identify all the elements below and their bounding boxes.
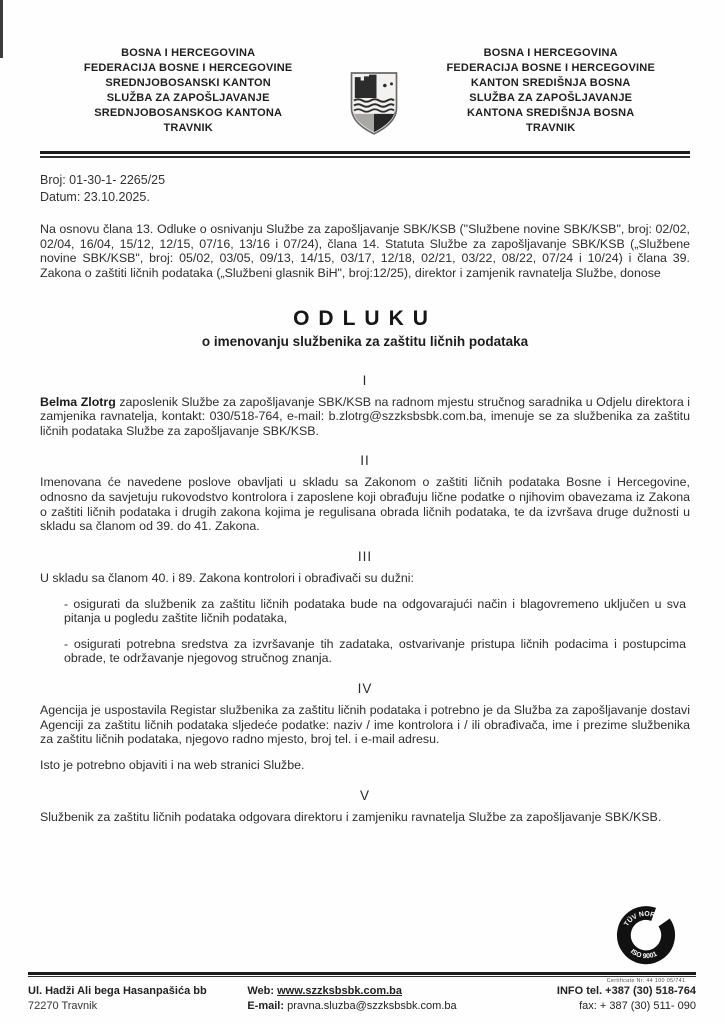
- letterhead-right-line: KANTONA SREDIŠNJA BOSNA: [467, 107, 635, 119]
- letterhead: [40, 46, 690, 138]
- section-4-paragraph: Agencija je uspostavila Registar službenika za zaštitu ličnih podataka i potrebno je da Služba za zapošljavanje dostavi Agenciji za zaštitu ličnih podataka sljedeće podatke: naziv / ime kontrolora i / ili obrađivača, ime i prezime službenika za zaštitu ličnih podataka, njegovo radno mjesto, broj tel. i e-mail adresu.: [40, 703, 690, 747]
- footer-contacts: [247, 984, 486, 1014]
- section-numeral-1: I: [362, 372, 368, 388]
- letterhead-left-line: BOSNA I HERCEGOVINA: [121, 47, 256, 59]
- letterhead-right-line: KANTON SREDIŠNJA BOSNA: [470, 77, 631, 89]
- page-footer: [28, 972, 696, 1024]
- section-numeral-5: V: [359, 787, 370, 803]
- section-4-paragraph-2: Isto je potrebno objaviti i na web stranici Službe.: [40, 757, 305, 772]
- letterhead-left: [40, 46, 336, 136]
- footer-fax: fax: + 387 (30) 511- 090: [579, 1000, 696, 1012]
- stamp-bottom-text: ISO 9001: [628, 948, 659, 961]
- section-3-bullet-2: - osigurati potrebna sredstva za izvršavanje tih zadataka, ostvarivanje pristupa ličnih podacima i postupcima obrade, te održavanje njegovog stručnog znanja.: [64, 636, 686, 666]
- section-1-text: zaposlenik Službe za zapošljavanje SBK/KSB na radnom mjestu stručnog saradnika u Odjelu direktora i zamjenika ravnatelja, kontakt: 030/518-764, e-mail: b.zlotrg@szzksbsbk.com.ba, imenuje se za službenika za zaštitu ličnih podataka Službe za zapošljavanje SBK/KSB.: [40, 394, 690, 438]
- scan-edge-artifact: [0, 0, 3, 58]
- footer-web-label: Web:: [247, 985, 275, 997]
- letterhead-right: [411, 46, 690, 136]
- document-date: Datum: 23.10.2025.: [40, 190, 150, 204]
- section-numeral-3: III: [357, 548, 373, 564]
- letterhead-left-line: FEDERACIJA BOSNE I HERCEGOVINE: [83, 62, 293, 74]
- iso-stamp-icon: [609, 902, 683, 972]
- coat-of-arms: [336, 46, 411, 138]
- footer-web-url: www.szzksbsbk.com.ba: [277, 985, 403, 997]
- document-meta: [40, 172, 690, 206]
- footer-email-line: [247, 999, 486, 1014]
- stamp-top-text: TÜV NORD: [623, 910, 662, 928]
- letterhead-right-line: BOSNA I HERCEGOVINA: [483, 47, 618, 59]
- preamble-paragraph: Na osnovu člana 13. Odluke o osnivanju Službe za zapošljavanje SBK/KSB ("Službene novine SBK/KSB", broj: 02/02, 02/04, 16/04, 15/12, 12/15, 07/16, 13/16 i 07/24), člana 14. Statuta Službe za zapošljavanje SBK/KSB („Službene novine SBK/KSB", broj: 05/02, 03/05, 09/13, 14/15, 03/17, 12/18, 02/21, 03/22, 08/22, 07/24 i 10/24) i člana 39. Zakona o zaštiti ličnih podataka („Službeni glasnik BiH", broj:12/25), direktor i zamjenik ravnatelja Službe, donose: [40, 222, 690, 280]
- footer-address: [28, 984, 247, 1014]
- letterhead-left-line: SLUŽBA ZA ZAPOŠLJAVANJE: [106, 92, 270, 104]
- footer-email-label: E-mail:: [247, 1000, 285, 1012]
- letterhead-right-line: SLUŽBA ZA ZAPOŠLJAVANJE: [469, 92, 633, 104]
- header-double-rule: [40, 151, 690, 158]
- title-block: [40, 307, 690, 349]
- section-3-bullet-1: - osigurati da službenik za zaštitu ličnih podataka bude na odgovarajući način i blagovremeno uključen u sva pitanja u pogledu zaštite ličnih podataka,: [64, 596, 686, 626]
- letterhead-left-line: TRAVNIK: [163, 122, 213, 134]
- letterhead-right-line: TRAVNIK: [525, 122, 576, 134]
- footer-email-value: pravna.sluzba@szzksbsbk.com.ba: [287, 1000, 457, 1012]
- section-5-paragraph: Službenik za zaštitu ličnih podataka odgovara direktoru i zamjeniku ravnatelja Službe za zapošljavanje SBK/KSB.: [40, 809, 662, 824]
- footer-web-line: [247, 984, 486, 999]
- section-numeral-2: II: [360, 453, 370, 469]
- document-number: Broj: 01-30-1- 2265/25: [40, 173, 166, 187]
- section-3-paragraph: U skladu sa članom 40. i 89. Zakona kontrolori i obrađivači su dužni:: [40, 570, 414, 585]
- footer-address-line1: Ul. Hadži Ali bega Hasanpašića bb: [28, 985, 207, 997]
- section-2-paragraph: Imenovana će navedene poslove obavljati u skladu sa Zakonom o zaštiti ličnih podataka Bosne i Hercegovine, odnosno da savjetuju rukovodstvo kontrolora i zaposlene koji obrađuju lične podatke o njihovim obavezama iz Zakona o zaštiti ličnih podataka i drugih zakona kojima je regulisana obrada ličnih podataka, te da izvršava druge dužnosti u skladu sa članom od 39. do 41. Zakona.: [40, 475, 690, 534]
- appointee-name: Belma Zlotrg: [40, 394, 116, 409]
- iso-certification-stamp: [596, 902, 696, 984]
- footer-address-line2: 72270 Travnik: [28, 1000, 98, 1012]
- letterhead-left-line: SREDNJOBOSANSKI KANTON: [105, 77, 271, 89]
- footer-phone: [487, 984, 696, 1014]
- footer-columns: [28, 984, 696, 1014]
- section-numeral-4: IV: [357, 681, 373, 696]
- decision-subtitle: o imenovanju službenika za zaštitu ličnih podataka: [201, 333, 529, 349]
- footer-info-tel: INFO tel. +387 (30) 518-764: [556, 985, 696, 997]
- letterhead-left-line: SREDNJOBOSANSKOG KANTONA: [94, 107, 283, 119]
- letterhead-right-line: FEDERACIJA BOSNE I HERCEGOVINE: [446, 62, 655, 74]
- section-1-paragraph: [40, 395, 690, 439]
- decision-title: ODLUKU: [293, 306, 437, 330]
- stamp-caption: Certificate Nr. 44 100 05/741: [606, 978, 686, 984]
